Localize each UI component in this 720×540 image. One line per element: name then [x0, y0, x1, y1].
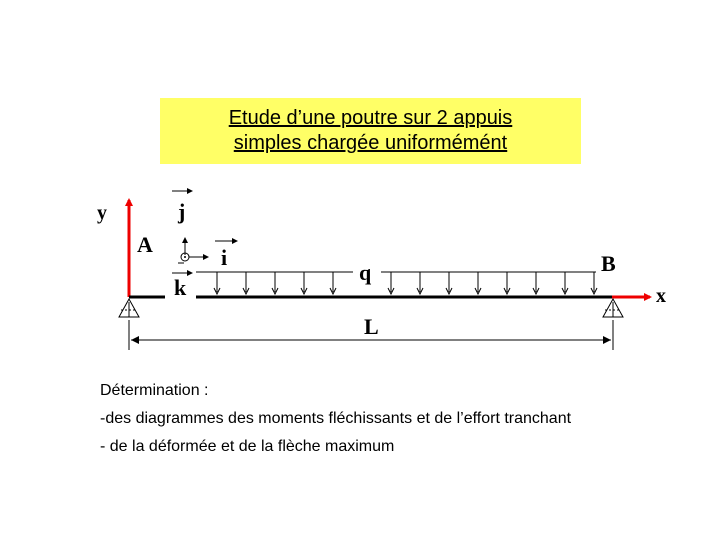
- load-arrow: [533, 272, 539, 294]
- description: [100, 380, 700, 464]
- load-arrows: [214, 272, 597, 294]
- load-arrow: [301, 272, 307, 294]
- title-line-2: simples chargée uniformémént: [233, 132, 508, 154]
- load-arrow: [591, 272, 597, 294]
- load-arrow: [475, 272, 481, 294]
- vector-i: [215, 241, 237, 270]
- support-b-label: B: [601, 251, 616, 276]
- title-line-1: Etude d’une poutre sur 2 appuis: [228, 107, 513, 129]
- description-item-1: -des diagrammes des moments fléchissants et de l’effort tranchant: [100, 410, 572, 427]
- load-arrow: [388, 272, 394, 294]
- x-axis-label: x: [656, 285, 666, 307]
- load-arrow: [562, 272, 568, 294]
- load-arrow: [504, 272, 510, 294]
- load-arrow: [243, 272, 249, 294]
- vector-i-label: i: [221, 245, 228, 270]
- vector-j: [172, 191, 192, 224]
- load-label: q: [359, 260, 372, 285]
- load-arrow: [272, 272, 278, 294]
- load-arrow: [446, 272, 452, 294]
- local-frame: [178, 238, 208, 263]
- load-arrow: [214, 272, 220, 294]
- support-a: [119, 299, 139, 317]
- load-arrow: [330, 272, 336, 294]
- vector-j-label: j: [178, 199, 186, 224]
- support-b: [603, 299, 623, 317]
- vector-k-label: k: [174, 275, 187, 300]
- y-axis-label: y: [97, 202, 107, 224]
- load-arrow: [417, 272, 423, 294]
- vector-k: [172, 273, 192, 300]
- support-a-label: A: [137, 232, 153, 257]
- description-heading: Détermination :: [100, 382, 209, 399]
- description-item-2: - de la déformée et de la flèche maximum: [100, 438, 395, 455]
- length-label: L: [364, 314, 379, 339]
